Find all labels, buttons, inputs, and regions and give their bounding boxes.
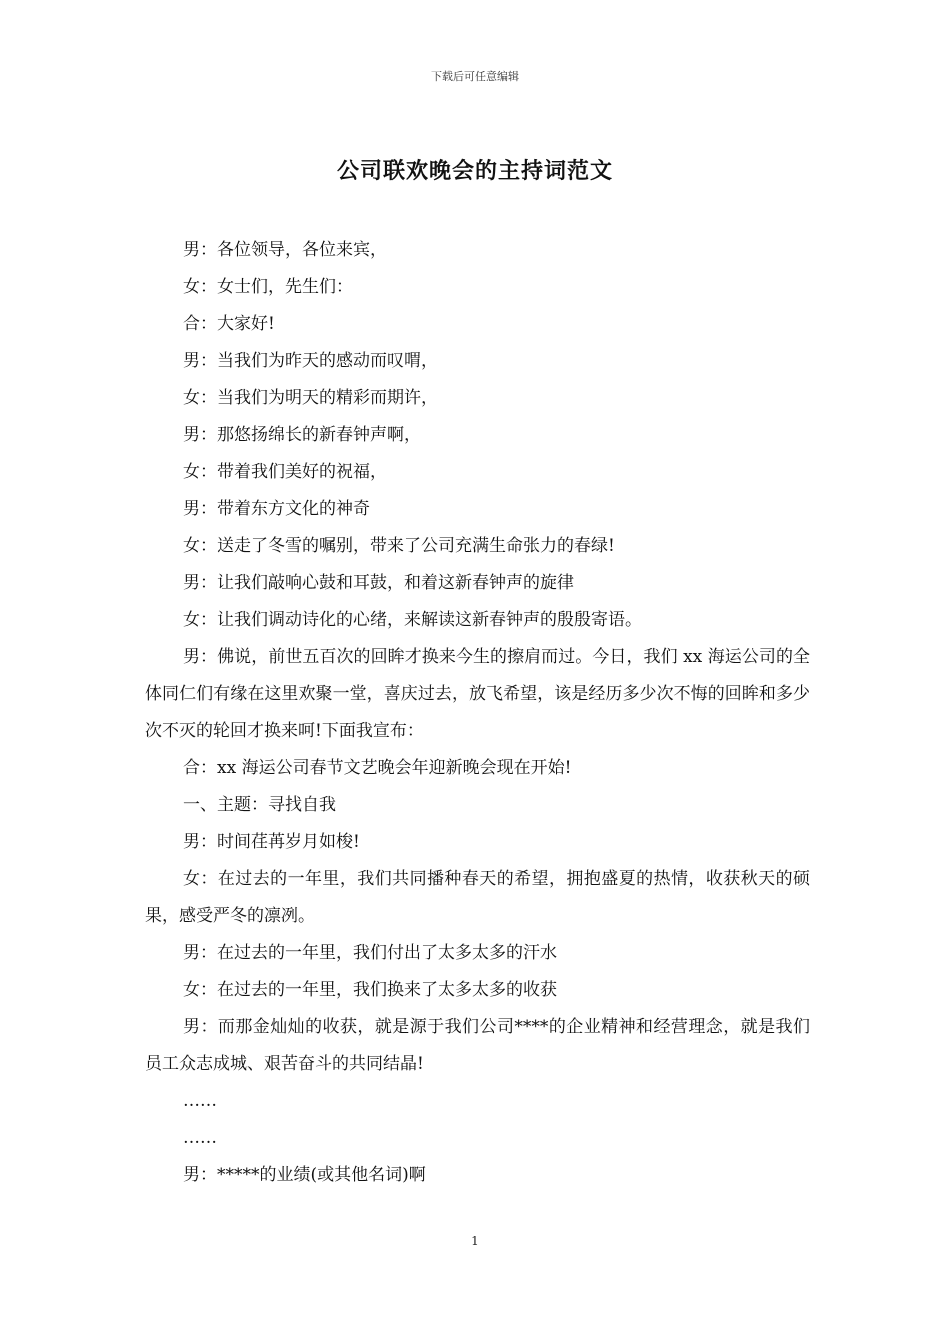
document-body xyxy=(145,232,810,1194)
paragraph-6: 男：那悠扬绵长的新春钟声啊， xyxy=(183,425,421,445)
paragraph-13: 合：xx 海运公司春节文艺晚会年迎新晚会现在开始! xyxy=(183,758,572,778)
paragraph-11: 女：让我们调动诗化的心绪，来解读这新春钟声的殷殷寄语。 xyxy=(183,610,642,630)
ellipsis-2: …… xyxy=(183,1128,217,1148)
paragraph-9: 女：送走了冬雪的嘱别，带来了公司充满生命张力的春绿! xyxy=(183,536,615,556)
paragraph-8: 男：带着东方文化的神奇 xyxy=(183,499,370,519)
paragraph-7: 女：带着我们美好的祝福， xyxy=(183,462,387,482)
paragraph-17: 男：在过去的一年里，我们付出了太多太多的汗水 xyxy=(183,943,557,963)
document-title: 公司联欢晚会的主持词范文 xyxy=(336,158,613,184)
ellipsis-1: …… xyxy=(183,1091,217,1111)
paragraph-15: 男：时间荏苒岁月如梭! xyxy=(183,832,360,852)
paragraph-3: 合：大家好! xyxy=(183,314,275,334)
section-heading: 一、主题：寻找自我 xyxy=(183,795,336,815)
paragraph-10: 男：让我们敲响心鼓和耳鼓，和着这新春钟声的旋律 xyxy=(183,573,574,593)
header-note: 下载后可任意编辑 xyxy=(431,70,519,83)
paragraph-16: 女：在过去的一年里，我们共同播种春天的希望，拥抱盛夏的热情，收获秋天的硕果，感受严冬的凛冽。 xyxy=(145,869,810,926)
paragraph-2: 女：女士们，先生们： xyxy=(183,277,353,297)
page-number: 1 xyxy=(471,1234,479,1248)
paragraph-19: 男：而那金灿灿的收获，就是源于我们公司****的企业精神和经营理念，就是我们员工众志成城、艰苦奋斗的共同结晶! xyxy=(145,1017,810,1074)
paragraph-1: 男：各位领导，各位来宾， xyxy=(183,240,387,260)
paragraph-22: 男：*****的业绩(或其他名词)啊 xyxy=(183,1165,426,1185)
paragraph-18: 女：在过去的一年里，我们换来了太多太多的收获 xyxy=(183,980,557,1000)
paragraph-4: 男：当我们为昨天的感动而叹喟， xyxy=(183,351,438,371)
paragraph-12: 男：佛说，前世五百次的回眸才换来今生的擦肩而过。今日，我们 xx 海运公司的全体同仁们有缘在这里欢聚一堂，喜庆过去，放飞希望，该是经历多少次不悔的回眸和多少次不灭的轮回才换来呵!下面我宣布： xyxy=(145,647,810,741)
paragraph-5: 女：当我们为明天的精彩而期许， xyxy=(183,388,438,408)
